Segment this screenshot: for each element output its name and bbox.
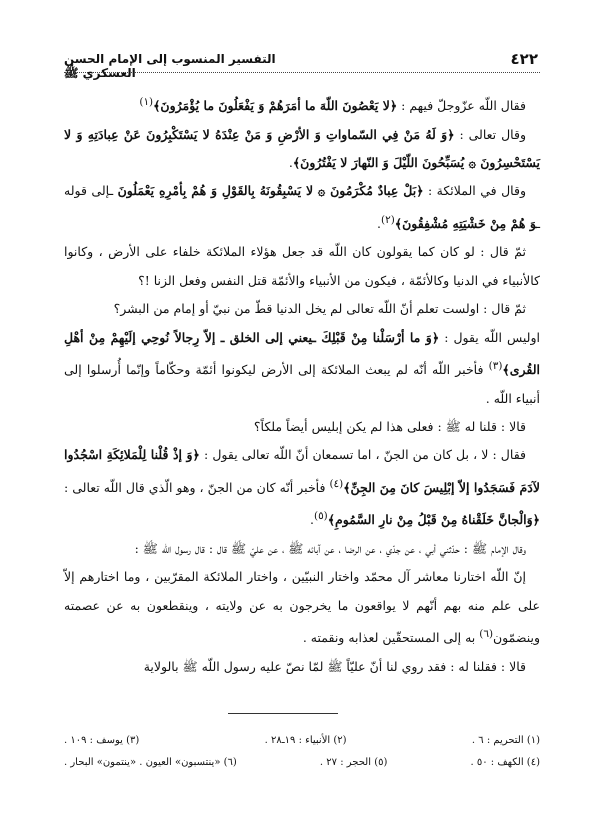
paragraph-2-lead: وقال تعالى :: [459, 126, 526, 142]
page-header: [64, 50, 540, 80]
footnote-1: (١) التحريم : ٦ .: [471, 735, 540, 746]
footnote-3: (٣) يوسف : ١٠٩ .: [64, 735, 140, 746]
paragraph-6-lead: اوليس اللّه يقول :: [444, 329, 541, 345]
footnote-separator: [228, 713, 338, 714]
paragraph-8: [64, 441, 540, 535]
paragraph-3: [64, 177, 540, 238]
paragraph-8-middle: فأخبر أنّه كان من الجنّ ، وهو الّذي قال اللّه تعالى :: [64, 479, 326, 495]
paragraph-1-lead: فقال اللّه عزّوجلّ فيهم :: [401, 98, 526, 114]
paragraph-2: [64, 121, 540, 178]
paragraph-10: [64, 563, 540, 652]
footnote-4: (٤) الكهف : ٥٠ .: [470, 757, 540, 768]
page-number: ٤٢٢: [510, 50, 538, 68]
footnote-ref: (١): [139, 96, 154, 108]
paragraph-4: ثمّ قال : لو كان كما يقولون كان اللّه قد جعل هؤلاء الملائكة خلفاء على الأرض ، وكانوا كالأنبياء في الدنيا وكالأئمّة ، فيكون من الأنبياء والأئمّة قتل النفس وفعل الزنا !؟: [64, 244, 540, 288]
footnote-ref: (٦): [479, 628, 493, 641]
footnote-ref: (٢): [381, 213, 395, 226]
footnote-ref: (٤): [329, 477, 344, 490]
paragraph-8-lead: فقال : لا ، بل كان من الجنّ ، اما تسمعان أنّ اللّه تعالى يقول :: [204, 447, 526, 463]
quran-quote: ﴿وَ إذْ قُلْنا لِلْمَلائِكَةِ اسْجُدُوا لآدَمَ فَسَجَدُوا إلاّ إبْلِيسَ كانَ مِنَ الجِنِّ﴾: [64, 447, 540, 495]
footnote-ref: (٥): [314, 510, 328, 523]
footnote-5: (٥) الحجر : ٢٧ .: [319, 757, 388, 768]
paragraph-11: قالا : فقلنا له : فقد روي لنا أنّ عليّاً ﷺ لمّا نصّ عليه رسول اللّه ﷺ بالولاية: [143, 658, 526, 674]
quran-quote: ﴿بَلْ عِبادٌ مُكْرَمُونَ ۞ لا يَسْبِقُونَهُ بِالقَوْلِ وَ هُمْ بِأمْرِهِ يَعْمَلُونَ: [117, 183, 424, 199]
paragraph-6-tail: فأخبر اللّه أنّه لم يبعث الملائكة إلى الأرض ليكونوا أئمّة وحكّاماً وإنّما أُرسلوا إلى أنبياء اللّه .: [64, 362, 540, 406]
quran-quote: ﴿لا يَعْصُونَ اللّهَ ما أمَرَهُمْ وَ يَفْعَلُونَ ما يُؤْمَرُونَ﴾: [153, 98, 398, 114]
quran-quote: ﴿وَالْجانَّ خَلَقْناهُ مِنْ قَبْلُ مِنْ نارِ السَّمُومِ﴾: [327, 512, 540, 528]
paragraph-2-tail: .: [288, 154, 293, 170]
paragraph-7: قالا : قلنا له ﷺ : فعلى هذا لم يكن إبليس أيضاً ملكاً؟: [253, 418, 526, 434]
paragraph-3-middle: ـإلى قوله ـ: [64, 183, 540, 231]
footnote-row: [64, 735, 540, 757]
paragraph-5: ثمّ قال : اولست تعلم أنّ اللّه تعالى لم يخل الدنيا قطّ من نبيّ أو إمام من البشر؟: [113, 301, 526, 317]
footnote-ref: (٣): [488, 359, 503, 372]
paragraph-10-tail: به إلى المستحقّين لعذابه ونقمته .: [302, 630, 476, 646]
quran-quote: وَ هُمْ مِنْ خَشْيَتِهِ مُشْفِقُونَ﴾: [394, 215, 537, 231]
footnote-2: (٢) الأنبياء : ١٩ـ٢٨ .: [264, 735, 347, 746]
paragraph-10-text: إنّ اللّه اختارنا معاشر آل محمّد واختار النبيّين ، واختار الملائكة المقرّبين ، وما اختارهم إلاّ على علم منه بهم أنّهم لا يواقعون ما يخرجون به عن ولايته ، وينقطعون به عن عصمته وينضمّون: [64, 569, 540, 646]
footnotes: [64, 735, 540, 779]
paragraph-1: [64, 88, 540, 121]
quran-quote: ﴿وَ لَهُ مَنْ فِي السّماواتِ وَ الأرْضِ وَ مَنْ عِنْدَهُ لا يَسْتَكْبِرُونَ عَنْ عِبادَتِهِ وَ لا يَسْتَحْسِرُونَ ۞ يُسَبِّحُونَ اللّيْلَ وَ النّهارَ لا يَفْتُرُونَ﴾: [64, 126, 540, 170]
paragraph-6: [64, 324, 540, 413]
paragraph-8-tail: .: [310, 512, 314, 528]
footnote-6: (٦) «ينتسبون» العيون . «ينتمون» البحار .: [64, 757, 237, 768]
quran-quote: ﴿وَ ما أرْسَلْنا مِنْ قَبْلِكَ ـيعني إلى الخلق ـ إلاّ رِجالاً نُوحِي إلَيْهِمْ مِنْ أهْلِ القُرى﴾: [64, 329, 540, 378]
running-title: التفسير المنسوب إلى الإمام الحسن العسكري ﷺ: [64, 52, 276, 80]
body-text: [64, 88, 540, 681]
paragraph-3-lead: وقال في الملائكة :: [428, 183, 526, 199]
paragraph-3-tail: .: [377, 215, 382, 231]
footnote-row: [64, 757, 540, 779]
paragraph-9: وقال الإمام ﷺ : حدّثني أبي ، عن جدّي ، عن الرضا ، عن آبائه ﷺ ، عن عليّ ﷺ قال : قال رسول اللّه ﷺ :: [134, 540, 526, 556]
